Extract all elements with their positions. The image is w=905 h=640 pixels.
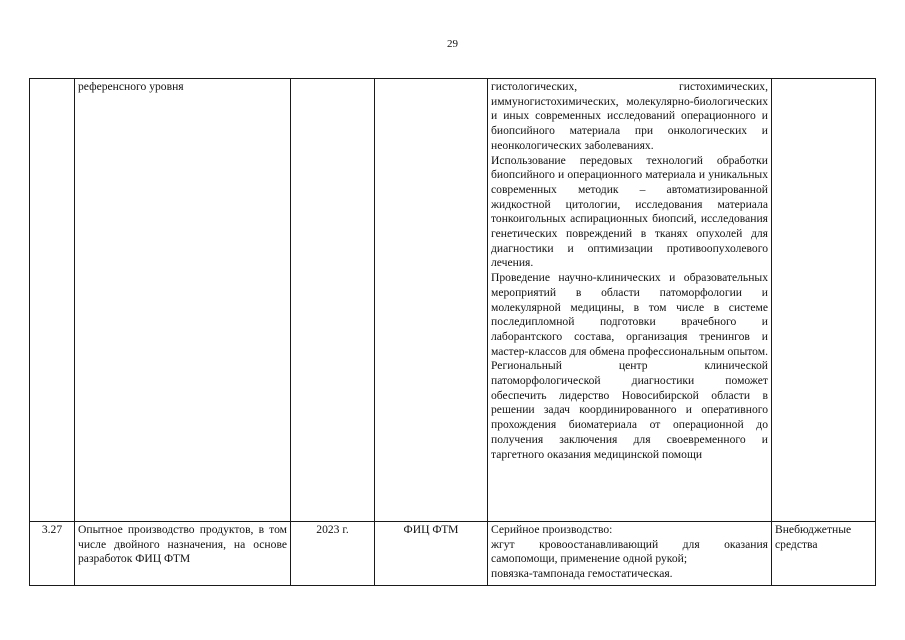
deadline-cell (291, 79, 375, 522)
expected-results-cell (488, 522, 772, 586)
item-name-cell: референсного уровня (75, 79, 291, 522)
executor-cell: ФИЦ ФТМ (375, 522, 488, 586)
result-paragraph: Серийное производство: (491, 523, 613, 536)
deadline-cell: 2023 г. (291, 522, 375, 586)
item-name-cell: Опытное производство продуктов, в том числе двойного назначения, на основе разработок ФИЦ ФТМ (75, 522, 291, 586)
page-number: 29 (447, 38, 458, 50)
result-paragraph: Региональный центр клинической патоморфологической диагностики поможет обеспечить лидерство Новосибирской области в решении задач координированного и оперативного прохождения биоматериала от операционной до получения заключения для своевременного и таргетного оказания медицинской помощи (491, 359, 768, 461)
table-row (30, 522, 876, 586)
funding-source-cell (772, 79, 876, 522)
result-paragraph: гистологических, гистохимических, иммуногистохимических, молекулярно-биологических и иных современных исследований операционного и биопсийного материала при онкологических и неонкологических заболеваниях. (491, 80, 768, 152)
item-number-cell: 3.27 (30, 522, 75, 586)
executor-cell (375, 79, 488, 522)
plan-table (29, 78, 876, 586)
funding-source-cell: Внебюджетные средства (772, 522, 876, 586)
expected-results-cell (488, 79, 772, 522)
result-paragraph: Проведение научно-клинических и образовательных мероприятий в области патоморфологии и молекулярной медицины, в том числе в системе последипломной подготовки врачебного и лаборантского состава, организация тренингов и мастер-классов для обмена профессиональным опытом. (491, 271, 768, 358)
table-row (30, 79, 876, 522)
item-number-cell (30, 79, 75, 522)
result-paragraph: повязка-тампонада гемостатическая. (491, 567, 673, 581)
result-paragraph: жгут кровоостанавливающий для оказания самопомощи, применение одной рукой; (491, 537, 768, 566)
result-paragraph: Использование передовых технологий обработки биопсийного и операционного материала и уникальных современных методик – автоматизированной жидкостной цитологии, исследования материала тонкоигольных аспирационных биопсий, исследования генетических повреждений в тканях опухолей для диагностики и оптимизации противоопухолевого лечения. (491, 153, 768, 270)
